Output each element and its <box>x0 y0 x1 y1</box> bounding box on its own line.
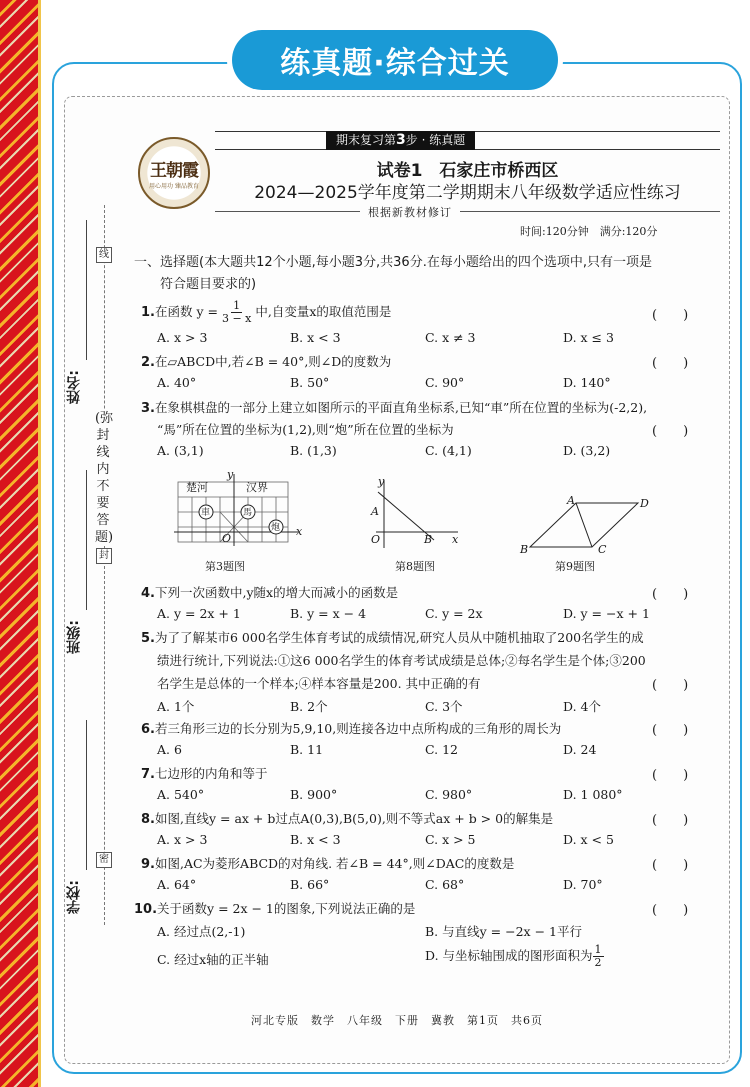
seal-line <box>104 205 105 925</box>
option: A. (3,1) <box>157 443 204 458</box>
review-step-tag: 期末复习第3步 · 练真题 <box>326 131 475 150</box>
figure-8-line-graph <box>370 476 462 556</box>
school-blank[interactable] <box>86 720 87 870</box>
question-8: 8.如图,直线y = ax + b过点A(0,3),B(5,0),则不等式ax + b > 0的解集是 <box>141 811 554 827</box>
school-label: 学校: <box>66 880 82 914</box>
section-heading-line1: 一、选择题(本大题共12个小题,每小题3分,共36分.在每小题给出的四个选项中,只有一项是 <box>134 255 652 270</box>
fig8-origin: O <box>371 533 381 546</box>
option: D. 1 080° <box>563 787 623 802</box>
option: B. x < 3 <box>290 330 341 345</box>
option: D. 140° <box>563 375 611 390</box>
option: C. y = 2x <box>425 606 483 621</box>
option: A. x > 3 <box>157 330 208 345</box>
option: C. 980° <box>425 787 473 802</box>
option: C. (4,1) <box>425 443 472 458</box>
time-and-score: 时间:120分钟 满分:120分 <box>520 225 658 238</box>
option: A. 40° <box>157 375 197 390</box>
option: D. x < 5 <box>563 832 614 847</box>
class-label: 班级: <box>66 620 82 654</box>
option: B. 50° <box>290 375 330 390</box>
fig9-point-a: A <box>567 494 575 507</box>
edition-note: 根据新教材修订 <box>360 204 460 220</box>
fig9-caption: 第9题图 <box>555 560 595 573</box>
question-1: 1.在函数 y = $\frac{1}{3 - x}$ 中,自变量x的取值范围是 <box>141 299 392 325</box>
option: C. x ≠ 3 <box>425 330 476 345</box>
fig8-point-a: A <box>371 505 379 518</box>
option: D. 24 <box>563 742 597 757</box>
class-blank[interactable] <box>86 470 87 610</box>
option: D. 70° <box>563 877 603 892</box>
option: A. 6 <box>157 742 182 757</box>
logo-slogan: 用心用功 臻品教育 <box>149 183 199 190</box>
option: B. (1,3) <box>290 443 337 458</box>
option: B. 与直线y = −2x − 1平行 <box>425 924 582 939</box>
question-3: 3.在象棋棋盘的一部分上建立如图所示的平面直角坐标系,已知“車”所在位置的坐标为(-2,2), <box>141 400 648 416</box>
fig3-che: 車 <box>201 508 211 518</box>
fig9-point-b: B <box>520 543 529 556</box>
fig3-river: 楚河 <box>186 481 208 494</box>
answer-blank-10[interactable]: ( ) <box>652 903 689 918</box>
fig8-y-axis: y <box>378 475 385 488</box>
answer-blank-8[interactable]: ( ) <box>652 813 689 828</box>
fraction: $\frac{1}{3 - x}$ <box>221 299 252 325</box>
option: C. 90° <box>425 375 465 390</box>
fig8-x-axis: x <box>452 533 459 546</box>
fig8-point-b: B <box>424 533 433 546</box>
name-label: 姓名: <box>66 370 82 404</box>
option: A. x > 3 <box>157 832 208 847</box>
option: A. 经过点(2,-1) <box>157 924 246 939</box>
option: A. 64° <box>157 877 197 892</box>
question-5: 5.为了了解某市6 000名学生体育考试的成绩情况,研究人员从中随机抽取了200名学生的成 <box>141 630 644 646</box>
option: D. y = −x + 1 <box>563 606 650 621</box>
answer-blank-6[interactable]: ( ) <box>652 723 689 738</box>
decorative-ribbon <box>0 0 38 1087</box>
seal-tag-feng: 封 <box>96 548 112 564</box>
fig3-caption: 第3题图 <box>205 560 245 573</box>
option: C. 12 <box>425 742 458 757</box>
option: B. 2个 <box>290 699 328 714</box>
question-4: 4.下列一次函数中,y随x的增大而减小的函数是 <box>141 585 399 601</box>
question-5-line3: 名学生是总体的一个样本;④样本容量是200. 其中正确的有 <box>157 676 481 691</box>
answer-blank-3[interactable]: ( ) <box>652 424 689 439</box>
paper-title: 试卷1 石家庄市桥西区 <box>376 161 559 181</box>
fig9-point-d: D <box>640 497 649 510</box>
figure-9-rhombus <box>520 495 650 555</box>
fig3-x-axis: x <box>296 525 303 538</box>
seal-tag-xian: 线 <box>96 247 112 263</box>
option: B. 66° <box>290 877 330 892</box>
ribbon-edge <box>38 0 41 1087</box>
fig8-caption: 第8题图 <box>395 560 435 573</box>
option: C. 68° <box>425 877 465 892</box>
option: A. 540° <box>157 787 205 802</box>
option: D. (3,2) <box>563 443 611 458</box>
answer-blank-5[interactable]: ( ) <box>652 678 689 693</box>
question-2: 2.在▱ABCD中,若∠B = 40°,则∠D的度数为 <box>141 354 392 370</box>
question-7: 7.七边形的内角和等于 <box>141 766 268 782</box>
option: B. y = x − 4 <box>290 606 367 621</box>
answer-blank-2[interactable]: ( ) <box>652 356 689 371</box>
option: A. 1个 <box>157 699 195 714</box>
logo-name: 王朝霞 <box>150 161 198 181</box>
option: C. 3个 <box>425 699 463 714</box>
fig3-y-axis: y <box>227 468 234 481</box>
section-heading-line2: 符合题目要求的) <box>160 277 257 292</box>
answer-blank-7[interactable]: ( ) <box>652 768 689 783</box>
question-9: 9.如图,AC为菱形ABCD的对角线. 若∠B = 44°,则∠DAC的度数是 <box>141 856 515 872</box>
option: B. 900° <box>290 787 338 802</box>
question-6: 6.若三角形三边的长分别为5,9,10,则连接各边中点所构成的三角形的周长为 <box>141 721 562 737</box>
paper-subtitle: 2024—2025学年度第二学期期末八年级数学适应性练习 <box>254 183 681 203</box>
option: C. 经过x轴的正半轴 <box>157 952 269 967</box>
publisher-logo <box>138 137 210 209</box>
option: B. 11 <box>290 742 324 757</box>
answer-blank-9[interactable]: ( ) <box>652 858 689 873</box>
banner-title: 练真题·综合过关 <box>232 30 558 90</box>
name-blank[interactable] <box>86 220 87 360</box>
option: A. y = 2x + 1 <box>157 606 241 621</box>
seal-note: (弥封线内不要答题) <box>95 411 114 545</box>
fig3-origin: O <box>222 532 232 545</box>
option: D. x ≤ 3 <box>563 330 614 345</box>
exam-paper <box>64 96 730 1064</box>
edition-divider <box>215 211 720 212</box>
answer-blank-4[interactable]: ( ) <box>652 587 689 602</box>
fraction: $\frac{1}{2}$ <box>594 943 602 969</box>
option: D. 4个 <box>563 699 601 714</box>
fig3-pao: 炮 <box>271 523 281 533</box>
page-footer: 河北专版 数学 八年级 下册 冀教 第1页 共6页 <box>251 1014 543 1027</box>
question-5-line2: 绩进行统计,下列说法:①这6 000名学生的体育考试成绩是总体;②每名学生是个体;③200 <box>157 653 646 668</box>
fig3-border: 汉界 <box>246 481 268 494</box>
fig9-point-c: C <box>598 543 607 556</box>
option: C. x > 5 <box>425 832 476 847</box>
question-10: 10.关于函数y = 2x − 1的图象,下列说法正确的是 <box>134 901 416 917</box>
option: D. 与坐标轴围成的图形面积为 $\frac{1}{2}$ <box>425 943 602 969</box>
question-3-line2: “馬”所在位置的坐标为(1,2),则“炮”所在位置的坐标为 <box>157 422 454 437</box>
option: B. x < 3 <box>290 832 341 847</box>
seal-tag-mi: 密 <box>96 852 112 868</box>
fig3-ma: 馬 <box>243 508 253 518</box>
answer-blank-1[interactable]: ( ) <box>652 308 689 323</box>
